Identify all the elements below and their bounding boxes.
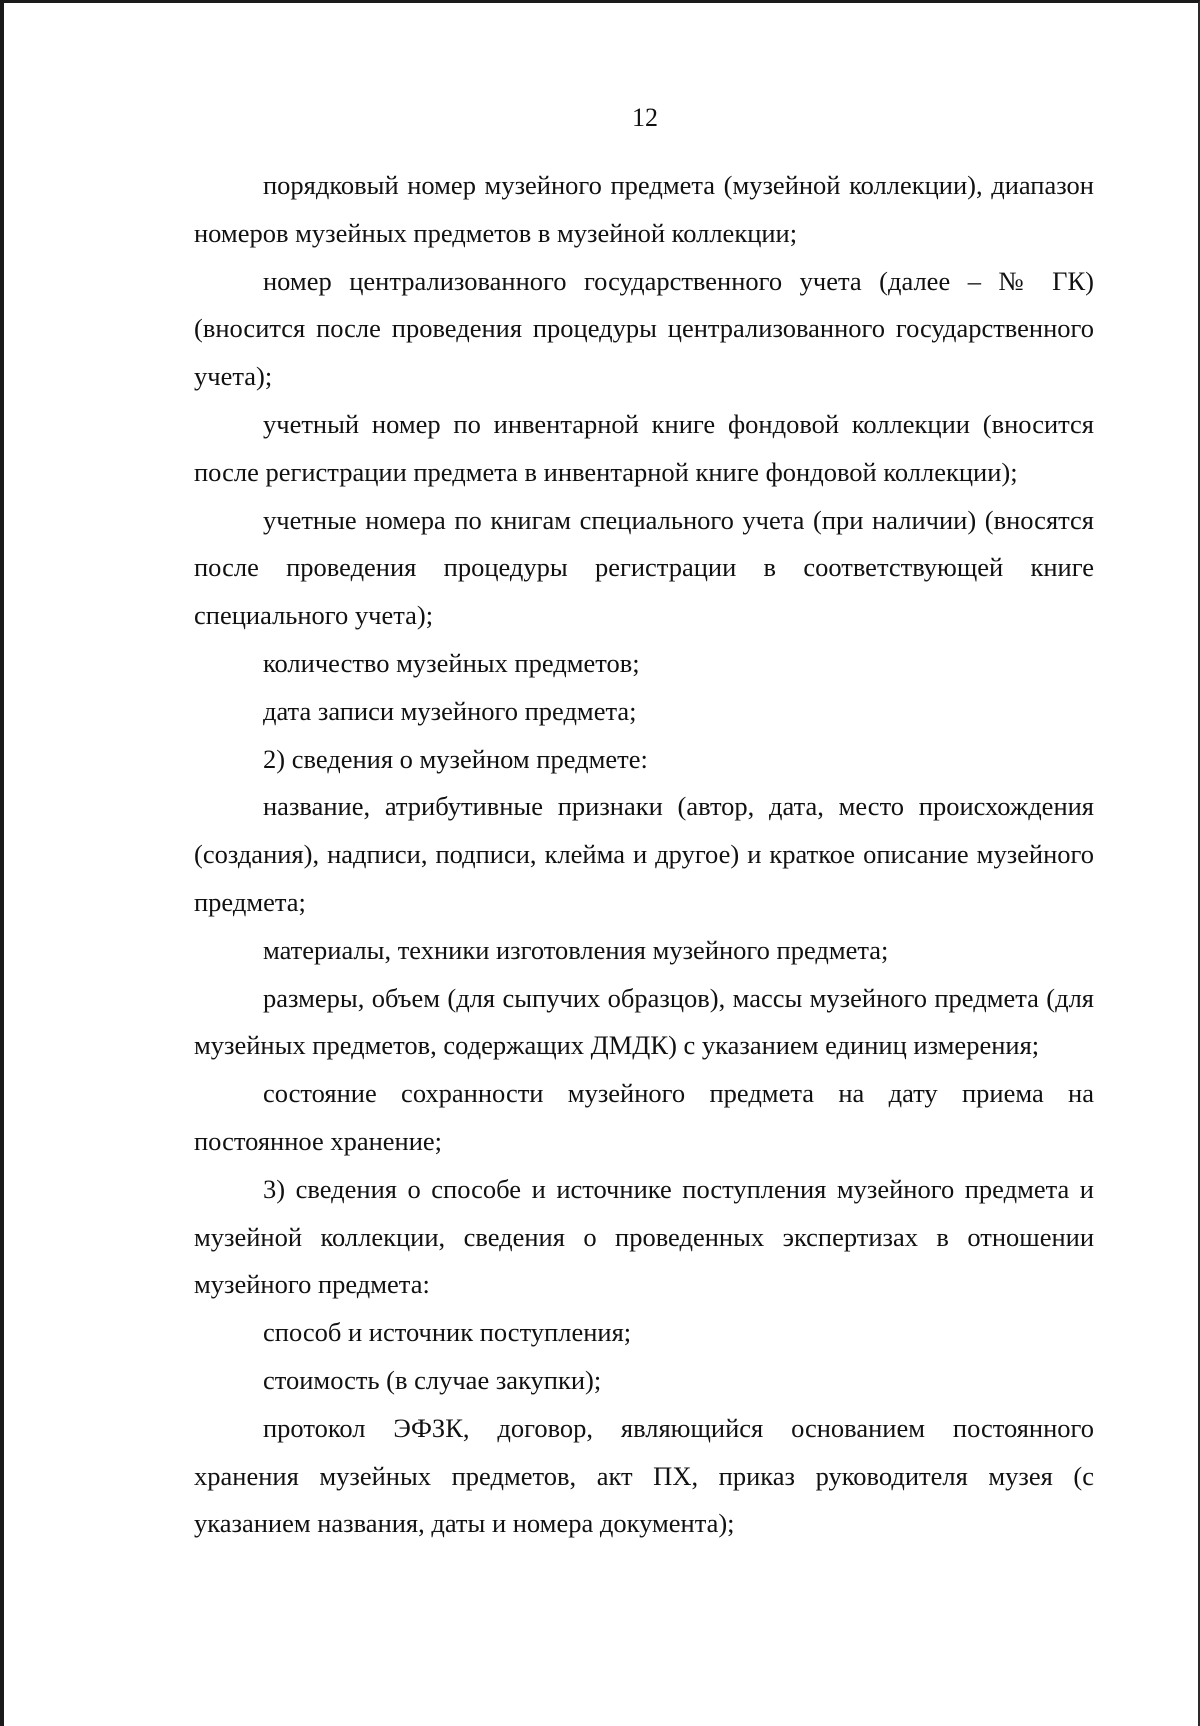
paragraph-section-2-heading: 2) сведения о музейном предмете: (263, 743, 648, 774)
paragraph-section-3-heading: 3) сведения о способе и источнике поступления музейного предмета и музейной коллекции, сведения о проведенных экспертизах в отношении музейного предмета: (194, 1173, 1094, 1300)
page-number: 12 (632, 103, 658, 132)
paragraph-protocol: протокол ЭФЗК, договор, являющийся основанием постоянного хранения музейных предметов, акт ПХ, приказ руководителя музея (с указанием названия, даты и номера документа); (194, 1412, 1094, 1539)
paragraph-inventory-number: учетный номер по инвентарной книге фондовой коллекции (вносится после регистрации предмета в инвентарной книге фондовой коллекции); (194, 408, 1094, 487)
paragraph-item-quantity: количество музейных предметов; (263, 647, 640, 678)
paragraph-gk-number: номер централизованного государственного учета (далее – № ГК) (вносится после проведения процедуры централизованного государственного учета); (194, 265, 1094, 392)
paragraph-record-date: дата записи музейного предмета; (263, 695, 637, 726)
paragraph-cost: стоимость (в случае закупки); (263, 1364, 602, 1395)
paragraph-name-attributes: название, атрибутивные признаки (автор, дата, место происхождения (создания), надписи, подписи, клейма и другое) и краткое описание музейного предмета; (194, 791, 1094, 917)
paragraph-acquisition-method: способ и источник поступления; (263, 1317, 632, 1348)
document-body (194, 162, 1094, 1548)
paragraph-special-accounting-numbers: учетные номера по книгам специального учета (при наличии) (вносятся после проведения процедуры регистрации в соответствующей книге специального учета); (194, 504, 1094, 631)
paragraph-materials: материалы, техники изготовления музейного предмета; (263, 934, 889, 965)
paragraph-item-number: порядковый номер музейного предмета (музейной коллекции), диапазон номеров музейных предметов в музейной коллекции; (194, 170, 1094, 248)
paragraph-condition: состояние сохранности музейного предмета на дату приема на постоянное хранение; (194, 1078, 1094, 1156)
paragraph-dimensions: размеры, объем (для сыпучих образцов), массы музейного предмета (для музейных предметов, содержащих ДМДК) с указанием единиц измерения; (194, 982, 1094, 1061)
